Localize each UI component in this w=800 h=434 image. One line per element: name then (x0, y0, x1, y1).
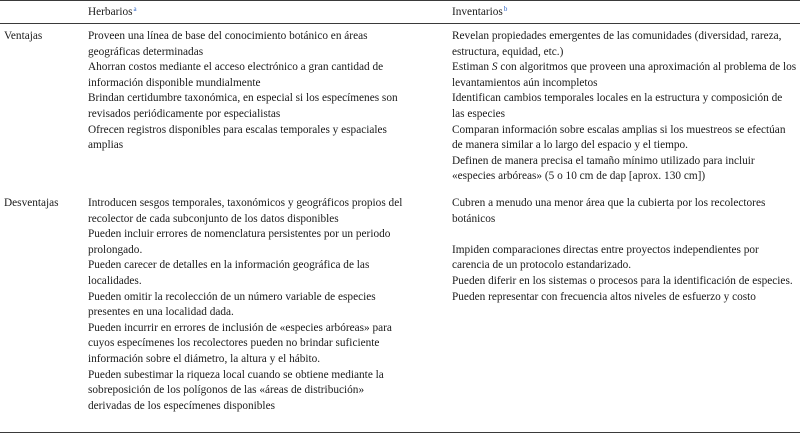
column-header-herbarios-label: Herbarios (88, 6, 133, 18)
list-item: Pueden carecer de detalles en la información geográfica de las localidades. (88, 259, 370, 287)
list-item: Comparan información sobre escalas amplias si los muestreos se efectúan de manera similar a lo largo del espacio y el tiempo. (452, 123, 786, 152)
row-label-ventajas: Ventajas (4, 30, 43, 42)
list-item: Ofrecen registros disponibles para escalas temporales y espaciales amplias (88, 123, 387, 152)
list-item: Brindan certidumbre taxonómica, en especial si los especímenes son revisados periódicamente por especialistas (88, 92, 398, 120)
list-item: Introducen sesgos temporales, taxonómicos y geográficos propios del recolector de cada subconjunto de los datos disponibles (88, 197, 403, 225)
spacer (452, 227, 797, 243)
list-item: Cubren a menudo una menor área que la cubierta por los recolectores botánicos (452, 197, 766, 225)
list-item: Pueden incurrir en errores de inclusión de «especies arbóreas» para cuyos especímenes los recolectores pueden no brindar suficiente información sobre el diámetro, la altura y el hábito. (88, 321, 392, 365)
list-item: Proveen una línea de base del conocimiento botánico en áreas geográficas determinadas (88, 30, 368, 58)
column-header-inventarios (452, 5, 507, 21)
table-top-rule (0, 0, 800, 1)
desventajas-herbarios-cell (88, 196, 408, 414)
variable-s: S (491, 61, 498, 74)
list-item (452, 60, 797, 91)
list-item: Pueden diferir en los sistemas o procesos para la identificación de especies. (452, 274, 793, 287)
list-item: Definen de manera precisa el tamaño mínimo utilizado para incluir «especies arbóreas» (5 o 10 cm de dap [aprox. 130 cm]) (452, 154, 755, 183)
column-header-inventarios-label: Inventarios (452, 6, 503, 18)
ventajas-herbarios-cell (88, 29, 408, 154)
list-item: Pueden incluir errores de nomenclatura persistentes por un periodo prolongado. (88, 228, 391, 256)
list-item: Ahorran costos mediante el acceso electrónico a gran cantidad de información disponible mundialmente (88, 61, 384, 89)
list-item-text-after: con algoritmos que proveen una aproximación al problema de los levantamientos aún incompletos (452, 61, 797, 89)
row-label-desventajas: Desventajas (4, 197, 59, 209)
list-item: Revelan propiedades emergentes de las comunidades (diversidad, rareza, estructura, equidad, etc.) (452, 30, 782, 58)
footnote-link-a[interactable]: a (133, 5, 137, 13)
list-item-text-before: Estiman (452, 61, 492, 74)
table-bottom-rule (0, 432, 800, 433)
list-item: Pueden representar con frecuencia altos niveles de esfuerzo y costo (452, 290, 756, 303)
column-header-herbarios (88, 5, 137, 21)
list-item: Pueden omitir la recolección de un número variable de especies presentes en una localidad dada. (88, 290, 376, 319)
table-header-rule (0, 23, 800, 24)
desventajas-inventarios-cell (452, 196, 797, 305)
list-item: Identifican cambios temporales locales en la estructura y composición de las especies (452, 92, 783, 120)
footnote-link-b[interactable]: b (503, 5, 508, 13)
list-item: Impiden comparaciones directas entre proyectos independientes por carencia de un protocolo estandarizado. (452, 243, 759, 272)
list-item: Pueden subestimar la riqueza local cuando se obtiene mediante la sobreposición de los polígonos de las «áreas de distribución» derivadas de los especímenes disponibles (88, 368, 384, 412)
ventajas-inventarios-cell (452, 29, 797, 185)
